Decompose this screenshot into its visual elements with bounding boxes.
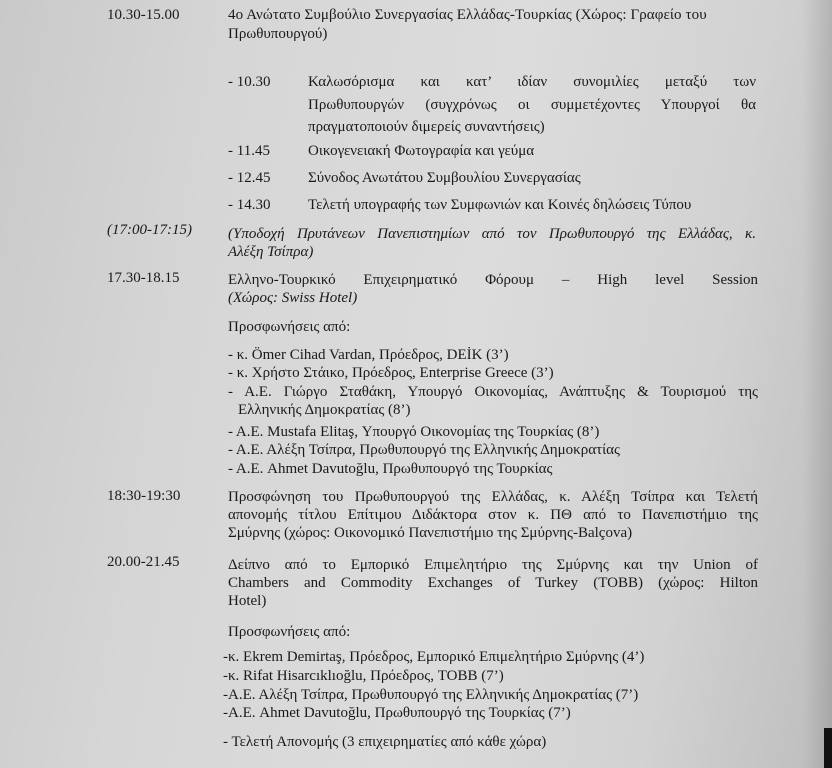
subitem-text-line: Καλωσόρισμα και κατ’ ιδίαν συνομιλίες μεταξύ των xyxy=(308,74,756,90)
ceremony-item: - Τελετή Απονομής (3 επιχειρηματίες από κάθε χώρα) xyxy=(223,734,547,750)
forum-title: Ελληνο-Τουρκικό Επιχειρηματικό Φόρουμ – High level Session xyxy=(228,272,758,288)
speaker-item: -Α.Ε. Ahmet Davutoğlu, Πρωθυπουργό της Τουρκίας (7’) xyxy=(223,705,571,721)
subitem-time: - 11.45 xyxy=(228,143,270,159)
speaker-item: - Α.Ε. Αλέξη Τσίπρα, Πρωθυπουργό της Ελληνικής Δημοκρατίας xyxy=(228,442,620,458)
addresses-label: Προσφωνήσεις από: xyxy=(228,624,351,640)
speaker-item: - Α.Ε. Mustafa Elitaş, Υπουργό Οικονομίας της Τουρκίας (8’) xyxy=(228,424,600,440)
speaker-item: - Α.Ε. Γιώργο Σταθάκη, Υπουργό Οικονομίας, Ανάπτυξης & Τουρισμού της xyxy=(228,384,758,400)
subitem-text-line: πραγματοποιούν διμερείς συναντήσεις) xyxy=(308,119,545,135)
ceremony-line-2: απονομής τίτλου Επίτιμου Διδάκτορα στον κ. ΠΘ από το Πανεπιστήμιο της xyxy=(228,507,758,523)
addresses-label: Προσφωνήσεις από: xyxy=(228,319,351,335)
reception-line-2: Αλέξη Τσίπρα) xyxy=(228,244,314,260)
time-block-3: 17.30-18.15 xyxy=(107,270,180,286)
title-block-1-line-2: Πρωθυπουργού) xyxy=(228,26,328,42)
background-edge xyxy=(824,728,832,768)
time-block-1: 10.30-15.00 xyxy=(107,7,180,23)
title-block-1-line-1: 4ο Ανώτατο Συμβούλιο Συνεργασίας Ελλάδας-Τουρκίας (Χώρος: Γραφείο του xyxy=(228,7,707,23)
speaker-item: - κ. Χρήστο Στάικο, Πρόεδρος, Enterprise Greece (3’) xyxy=(228,365,554,381)
ceremony-line-3: Σμύρνης (χώρος: Οικονομικό Πανεπιστήμιο της Σμύρνης-Balçova) xyxy=(228,525,633,541)
speaker-item: -κ. Rifat Hisarcıklıoğlu, Πρόεδρος, TOBB (7’) xyxy=(223,668,504,684)
dinner-line-1: Δείπνο από το Εμπορικό Επιμελητήριο της Σμύρνης και την Union of xyxy=(228,557,758,573)
time-block-2: (17:00-17:15) xyxy=(107,222,192,238)
subitem-time: - 10.30 xyxy=(228,74,271,90)
reception-line-1: (Υποδοχή Πρυτάνεων Πανεπιστημίων από τον Πρωθυπουργό της Ελλάδας, κ. xyxy=(228,226,756,242)
subitem-time: - 12.45 xyxy=(228,170,271,186)
subitem-text-line: Οικογενειακή Φωτογραφία και γεύμα xyxy=(308,143,535,159)
subitem-text-line: Σύνοδος Ανωτάτου Συμβουλίου Συνεργασίας xyxy=(308,170,581,186)
speaker-item: - Α.Ε. Ahmet Davutoğlu, Πρωθυπουργό της Τουρκίας xyxy=(228,461,553,477)
page-shadow xyxy=(802,0,832,768)
time-block-4: 18:30-19:30 xyxy=(107,488,181,504)
dinner-line-2: Chambers and Commodity Exchanges of Turkey (TOBB) (χώρος: Hilton xyxy=(228,575,758,591)
speaker-item-continuation: Ελληνικής Δημοκρατίας (8’) xyxy=(238,402,411,418)
speaker-item: -κ. Ekrem Demirtaş, Πρόεδρος, Εμπορικό Επιμελητήριο Σμύρνης (4’) xyxy=(223,649,645,665)
speaker-item: -Α.Ε. Αλέξη Τσίπρα, Πρωθυπουργό της Ελληνικής Δημοκρατίας (7’) xyxy=(223,687,639,703)
subitem-time: - 14.30 xyxy=(228,197,271,213)
speaker-item: - κ. Ömer Cihad Vardan, Πρόεδρος, DEİK (3’) xyxy=(228,347,509,363)
subitem-text-line: Πρωθυπουργών (συγχρόνως οι συμμετέχοντες Υπουργοί θα xyxy=(308,97,756,113)
forum-venue: (Χώρος: Swiss Hotel) xyxy=(228,290,358,306)
ceremony-line-1: Προσφώνηση του Πρωθυπουργού της Ελλάδας, κ. Αλέξη Τσίπρα και Τελετή xyxy=(228,489,758,505)
time-block-5: 20.00-21.45 xyxy=(107,554,180,570)
dinner-line-3: Hotel) xyxy=(228,593,267,609)
subitem-text-line: Τελετή υπογραφής των Συμφωνιών και Κοινές δηλώσεις Τύπου xyxy=(308,197,692,213)
